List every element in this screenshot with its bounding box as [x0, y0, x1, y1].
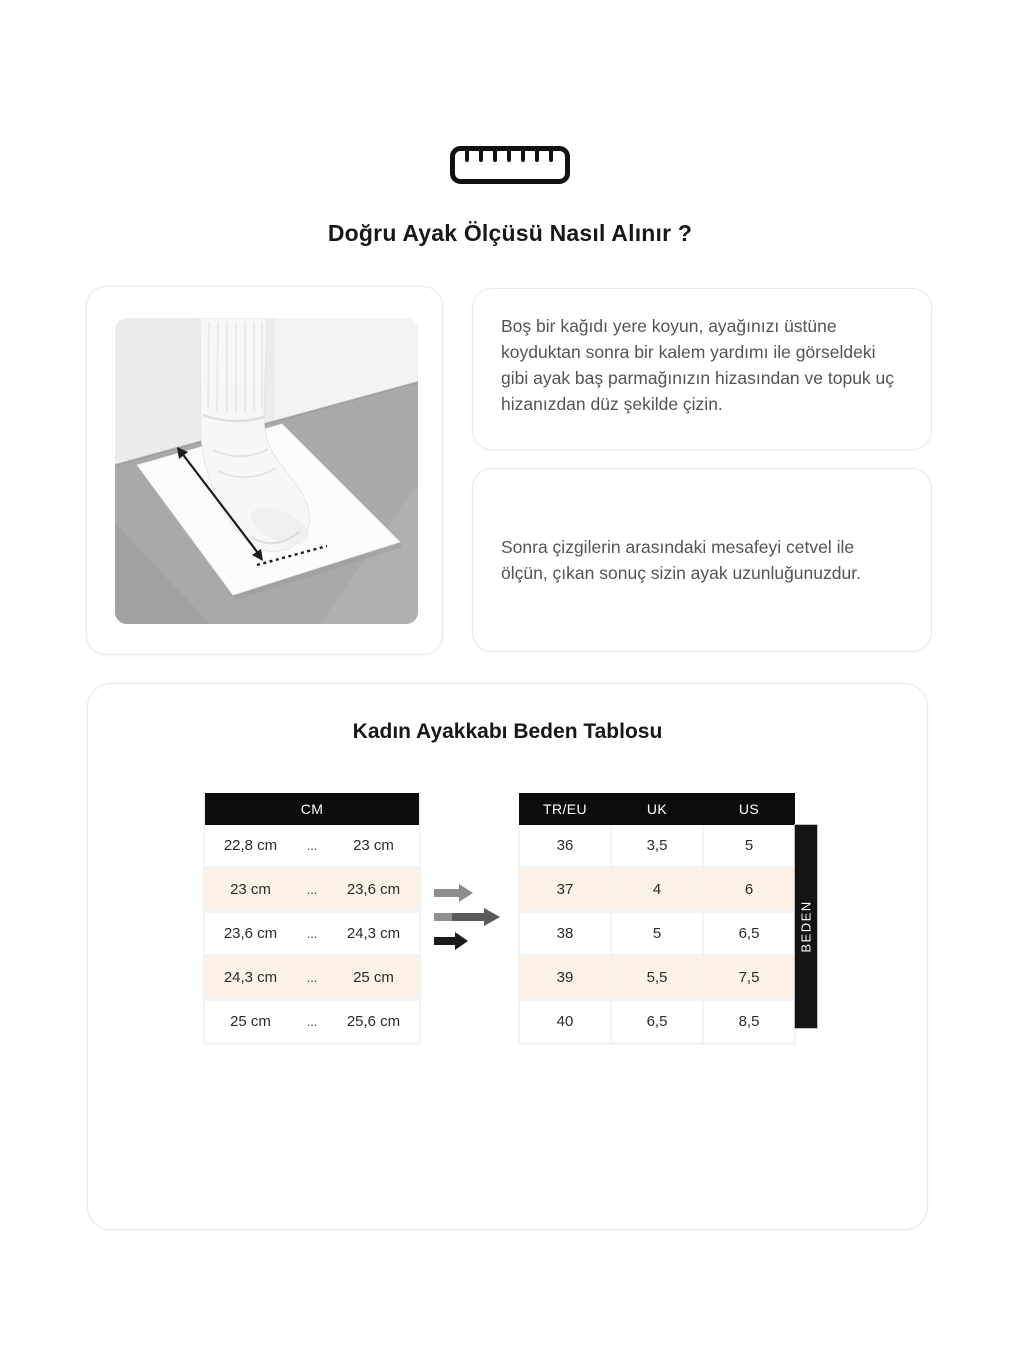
size-conversion-table: [518, 793, 796, 1045]
ruler-icon: [0, 146, 1020, 184]
column-header-tr-eu: TR/EU: [519, 793, 611, 825]
table-row: 25 cm ... 25,6 cm: [204, 1000, 420, 1044]
instruction-card-step1: [472, 288, 932, 450]
measurement-photo-card: [86, 286, 443, 655]
table-row: 23,6 cm ... 24,3 cm: [204, 912, 420, 956]
table-row: 24,3 cm ... 25 cm: [204, 956, 420, 1000]
instruction-step2-text: Sonra çizgilerin arasındaki mesafeyi cetvel ile ölçün, çıkan sonuç sizin ayak uzunluğunuzdur.: [501, 537, 861, 583]
table-row: 23 cm ... 23,6 cm: [204, 868, 420, 912]
table-row: 22,8 cm ... 23 cm: [204, 825, 420, 868]
table-row: 38 5 6,5: [519, 912, 795, 956]
size-chart-card: [87, 683, 928, 1230]
table-row: 36 3,5 5: [519, 825, 795, 868]
instruction-card-step2: [472, 468, 932, 652]
table-row: 37 4 6: [519, 868, 795, 912]
cm-table-header: CM: [204, 793, 420, 825]
table-row: 40 6,5 8,5: [519, 1000, 795, 1044]
page-title: Doğru Ayak Ölçüsü Nasıl Alınır ?: [327, 220, 693, 246]
size-axis-label: BEDEN: [794, 824, 818, 1029]
cm-range-table: [203, 793, 421, 1045]
triple-right-arrows-icon: [434, 880, 504, 955]
foot-measurement-photo: [115, 318, 418, 624]
column-header-us: US: [703, 793, 795, 825]
instruction-step1-text: Boş bir kağıdı yere koyun, ayağınızı üstüne koyduktan sonra bir kalem yardımı ile görseldeki gibi ayak baş parmağınızın hizasından ve topuk uç hizanızdan düz şekilde çizin.: [501, 316, 895, 414]
size-chart-title: Kadın Ayakkabı Beden Tablosu: [352, 720, 663, 743]
column-header-uk: UK: [611, 793, 703, 825]
table-row: 39 5,5 7,5: [519, 956, 795, 1000]
